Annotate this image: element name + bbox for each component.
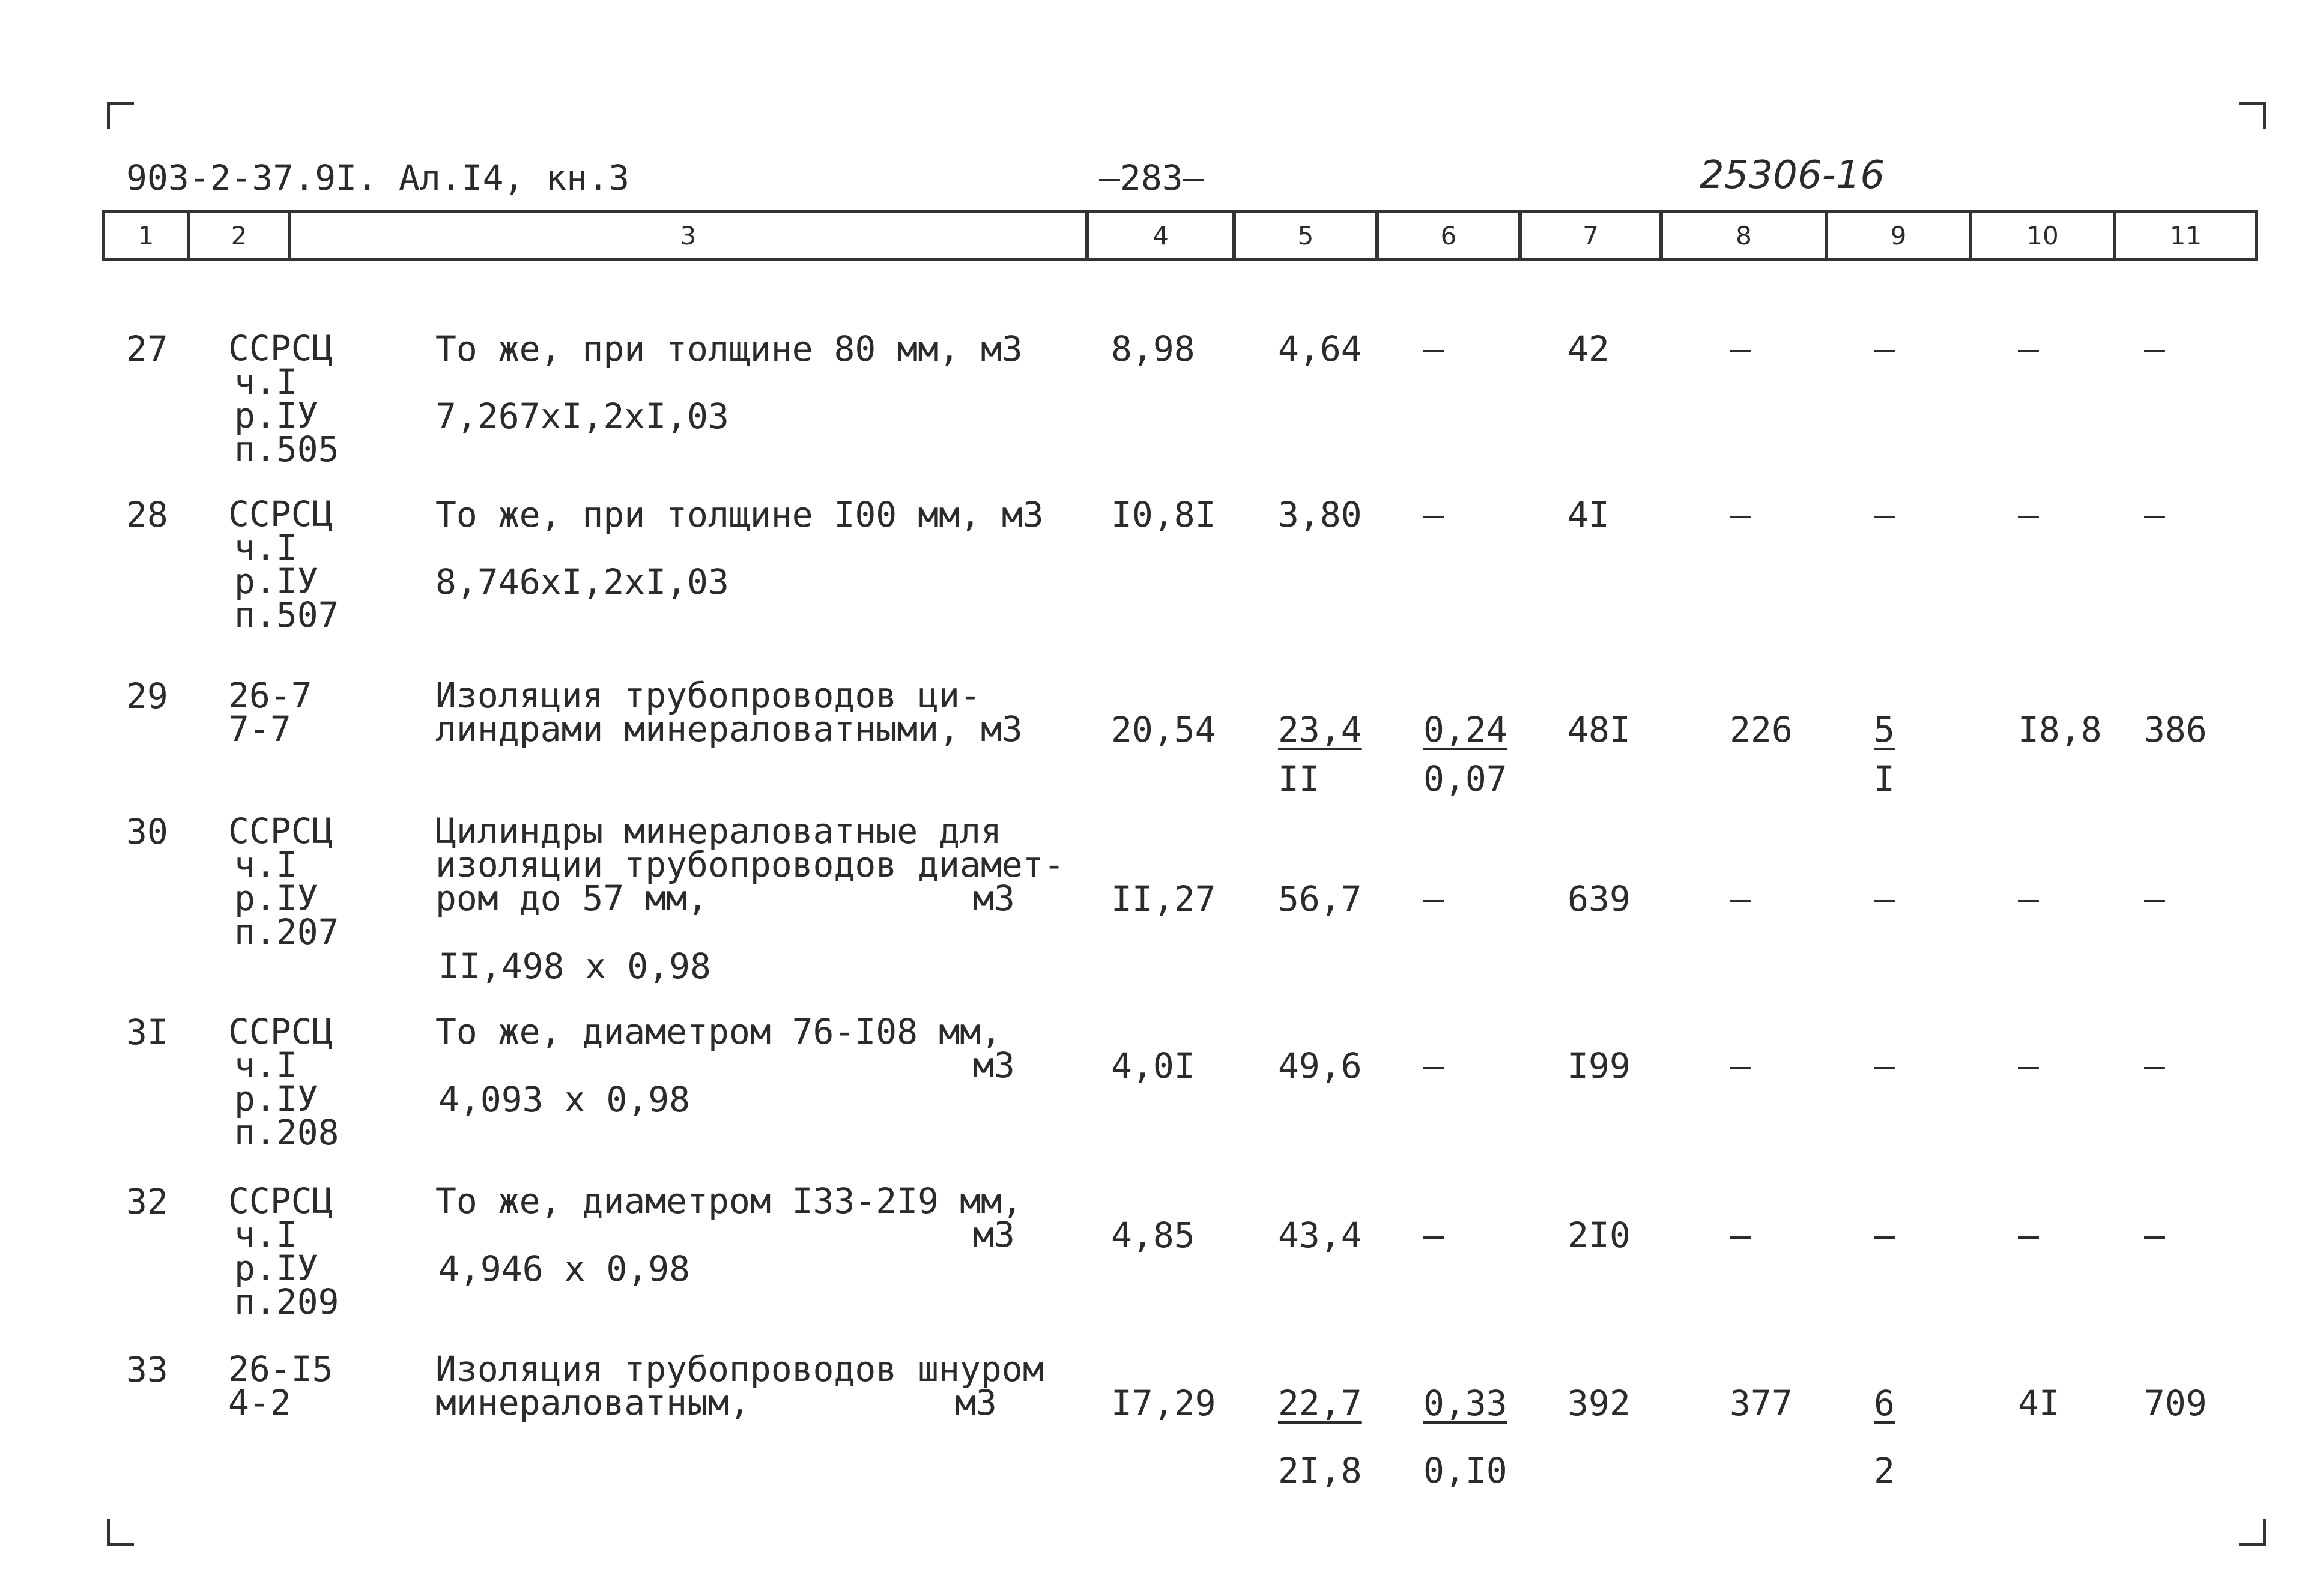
cell-col6: – <box>1423 328 1444 369</box>
cell-col11: – <box>2144 328 2165 369</box>
cell-col8: 226 <box>1730 709 1793 750</box>
cell-col4: II,27 <box>1111 878 1216 919</box>
cell-col7: 48I <box>1567 709 1631 750</box>
cell-col6: – <box>1423 1215 1444 1256</box>
description-line: То же, при толщине I00 мм, м3 <box>435 494 1044 535</box>
cell-col8: – <box>1730 878 1751 919</box>
reference-line: п.507 <box>234 594 339 635</box>
cell-col5: 4,64 <box>1278 328 1362 369</box>
reference-line: р.IУ <box>234 395 318 436</box>
cell-col9: – <box>1874 1045 1895 1086</box>
row-number: 28 <box>126 494 168 535</box>
description-line: линдрами минераловатными, м3 <box>435 709 1023 749</box>
column-header: 3 <box>291 213 1089 258</box>
reference-line: 26-I5 <box>228 1349 333 1389</box>
cell-col5: 49,6 <box>1278 1045 1362 1086</box>
cell-col11: – <box>2144 1215 2165 1256</box>
column-header: 7 <box>1522 213 1663 258</box>
cell-col4: 4,0I <box>1111 1045 1195 1086</box>
cell-col10: – <box>2018 328 2039 369</box>
corner-mark-top-right <box>2239 102 2266 129</box>
row-number: 32 <box>126 1181 168 1222</box>
cell-col9: – <box>1874 328 1895 369</box>
reference-line: п.505 <box>234 429 339 470</box>
column-header: 9 <box>1828 213 1972 258</box>
column-header: 8 <box>1663 213 1828 258</box>
column-header: 1 <box>105 213 190 258</box>
description-line: То же, диаметром I33-2I9 мм, <box>435 1180 1023 1221</box>
cell-col4: 8,98 <box>1111 328 1195 369</box>
corner-mark-bottom-left <box>107 1519 134 1546</box>
cell-col5-numerator: 22,7 <box>1278 1383 1362 1424</box>
cell-col4: 20,54 <box>1111 709 1216 750</box>
reference-line: ССРСЦ <box>228 1011 333 1052</box>
row-number: 27 <box>126 328 168 369</box>
column-header: 10 <box>1972 213 2116 258</box>
cell-col6-denominator: 0,I0 <box>1423 1450 1507 1491</box>
description-line: минераловатным, <box>435 1382 750 1423</box>
cell-col8: – <box>1730 494 1751 535</box>
row-number: 29 <box>126 676 168 716</box>
cell-col7: 2I0 <box>1567 1215 1631 1256</box>
row-number: 3I <box>126 1012 168 1053</box>
formula: 4,093 х 0,98 <box>438 1079 691 1120</box>
description-line: изоляции трубопроводов диамет- <box>435 844 1065 885</box>
column-header: 6 <box>1379 213 1522 258</box>
column-header: 5 <box>1236 213 1379 258</box>
cell-col8: – <box>1730 1045 1751 1086</box>
cell-col10: 4I <box>2018 1383 2060 1424</box>
description-line: Цилиндры минераловатные для <box>435 811 1002 851</box>
cell-col7: 42 <box>1567 328 1610 369</box>
cell-col10: – <box>2018 1215 2039 1256</box>
reference-line: ч.I <box>234 527 297 568</box>
reference-line: ч.I <box>234 1214 297 1255</box>
reference-line: 4-2 <box>228 1382 291 1423</box>
reference-line: ССРСЦ <box>228 494 333 534</box>
reference-line: п.207 <box>234 911 339 952</box>
cell-col5: 3,80 <box>1278 494 1362 535</box>
cell-col6-denominator: 0,07 <box>1423 758 1507 799</box>
cell-col7: 392 <box>1567 1383 1631 1424</box>
formula: 8,746хI,2хI,03 <box>435 561 729 602</box>
formula: II,498 х 0,98 <box>438 946 711 987</box>
reference-line: р.IУ <box>234 1078 318 1119</box>
description-line: Изоляция трубопроводов шнуром <box>435 1349 1044 1389</box>
cell-col9: – <box>1874 1215 1895 1256</box>
cell-col9: – <box>1874 494 1895 535</box>
column-number-header <box>102 210 2258 261</box>
reference-line: ССРСЦ <box>228 328 333 369</box>
row-number: 30 <box>126 811 168 852</box>
reference-line: ч.I <box>234 844 297 885</box>
corner-mark-bottom-right <box>2239 1519 2266 1546</box>
cell-col10: I8,8 <box>2018 709 2102 750</box>
cell-col10: – <box>2018 494 2039 535</box>
unit-label: м3 <box>955 1382 997 1423</box>
reference-line: ч.I <box>234 361 297 402</box>
cell-col11: 386 <box>2144 709 2207 750</box>
cell-col5-numerator: 23,4 <box>1278 709 1362 750</box>
reference-line: п.208 <box>234 1112 339 1153</box>
column-header: 4 <box>1089 213 1236 258</box>
reference-line: ССРСЦ <box>228 811 333 851</box>
cell-col6: – <box>1423 494 1444 535</box>
formula: 7,267хI,2хI,03 <box>435 396 729 437</box>
reference-line: п.209 <box>234 1281 339 1322</box>
cell-col8: 377 <box>1730 1383 1793 1424</box>
cell-col5: 56,7 <box>1278 878 1362 919</box>
cell-col9-numerator: 5 <box>1874 709 1895 750</box>
cell-col9-denominator: I <box>1874 758 1895 799</box>
cell-col9: – <box>1874 878 1895 919</box>
cell-col9-numerator: 6 <box>1874 1383 1895 1424</box>
description-line: ром до 57 мм, <box>435 878 708 919</box>
cell-col5-denominator: 2I,8 <box>1278 1450 1362 1491</box>
description-line: То же, при толщине 80 мм, м3 <box>435 328 1023 369</box>
cell-col7: 639 <box>1567 878 1631 919</box>
column-header: 11 <box>2169 220 2202 250</box>
cell-col10: – <box>2018 878 2039 919</box>
cell-col6: – <box>1423 878 1444 919</box>
reference-line: р.IУ <box>234 1248 318 1289</box>
corner-mark-top-left <box>107 102 134 129</box>
unit-label: м3 <box>973 1214 1015 1255</box>
cell-col11: 709 <box>2144 1383 2207 1424</box>
cell-col7: 4I <box>1567 494 1610 535</box>
cell-col11: – <box>2144 1045 2165 1086</box>
cell-col11: – <box>2144 878 2165 919</box>
reference-line: ч.I <box>234 1045 297 1086</box>
reference-line: 7-7 <box>228 709 291 749</box>
cell-col4: I0,8I <box>1111 494 1216 535</box>
cell-col6-numerator: 0,33 <box>1423 1383 1507 1424</box>
reference-line: ССРСЦ <box>228 1180 333 1221</box>
document-code: 903-2-37.9I. Ал.I4, кн.3 <box>126 157 630 198</box>
reference-line: р.IУ <box>234 561 318 602</box>
cell-col4: 4,85 <box>1111 1215 1195 1256</box>
page-number: —283— <box>1099 157 1204 198</box>
description-line: То же, диаметром 76-I08 мм, <box>435 1011 1002 1052</box>
reference-line: 26-7 <box>228 675 312 716</box>
cell-col5: 43,4 <box>1278 1215 1362 1256</box>
cell-col8: – <box>1730 1215 1751 1256</box>
reference-line: р.IУ <box>234 878 318 919</box>
cell-col8: – <box>1730 328 1751 369</box>
cell-col4: I7,29 <box>1111 1383 1216 1424</box>
inventory-number: 25306-16 <box>1700 153 1885 198</box>
cell-col5-denominator: II <box>1278 758 1320 799</box>
unit-label: м3 <box>973 878 1015 919</box>
cell-col9-denominator: 2 <box>1874 1450 1895 1491</box>
cell-col6-numerator: 0,24 <box>1423 709 1507 750</box>
cell-col10: – <box>2018 1045 2039 1086</box>
unit-label: м3 <box>973 1045 1015 1086</box>
formula: 4,946 х 0,98 <box>438 1248 691 1289</box>
description-line: Изоляция трубопроводов ци- <box>435 675 981 716</box>
cell-col6: – <box>1423 1045 1444 1086</box>
row-number: 33 <box>126 1349 168 1390</box>
column-header: 2 <box>190 213 291 258</box>
cell-col7: I99 <box>1567 1045 1631 1086</box>
cell-col11: – <box>2144 494 2165 535</box>
